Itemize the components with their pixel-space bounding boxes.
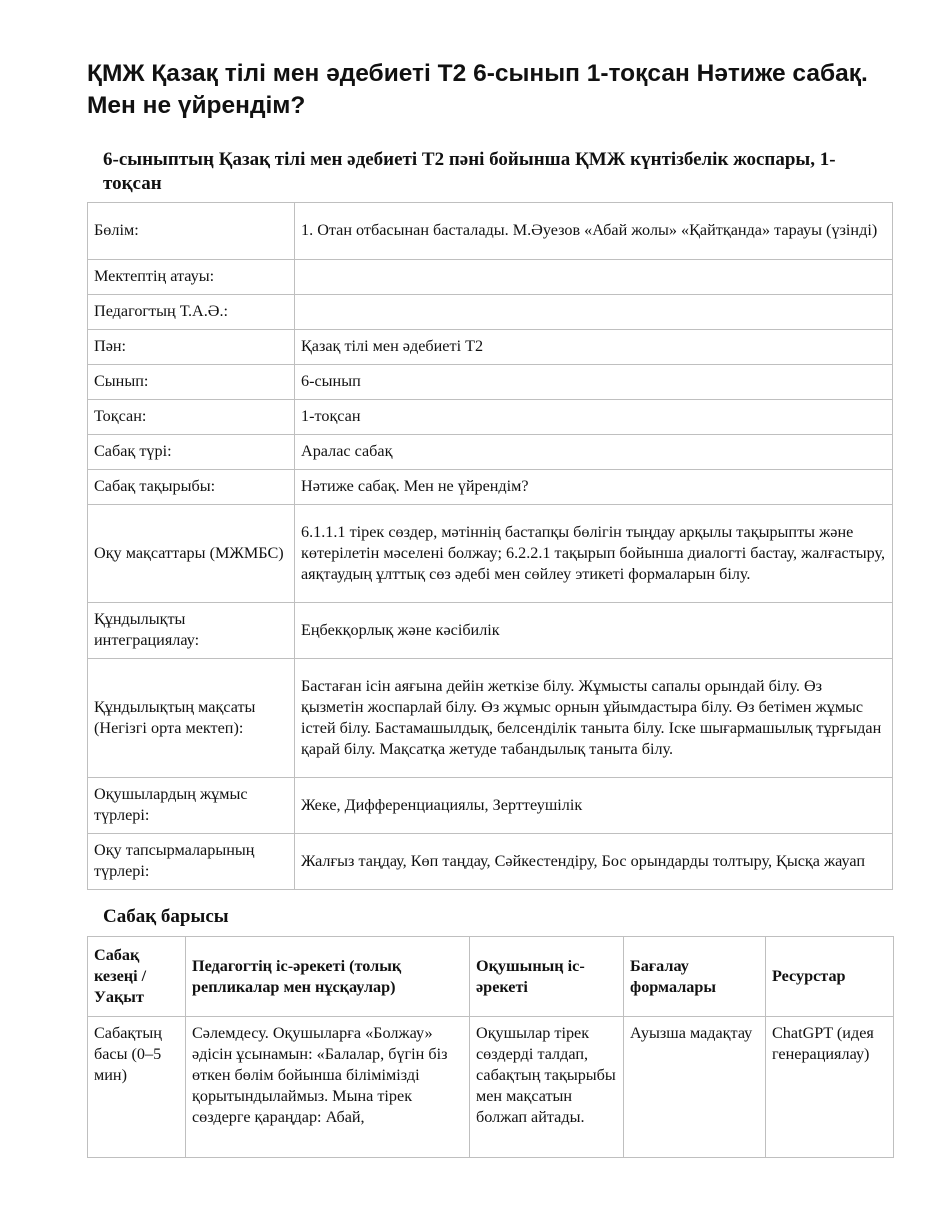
plan-table xyxy=(87,202,893,890)
plan-row-lesson-topic xyxy=(88,470,893,505)
plan-label: Оқу тапсырмаларының түрлері: xyxy=(88,834,295,890)
document-title: ҚМЖ Қазақ тілі мен әдебиеті Т2 6-сынып 1-тоқсан Нәтиже сабақ. Мен не үйрендім? xyxy=(87,60,868,119)
plan-label: Бөлім: xyxy=(88,203,295,260)
plan-label: Сабақ түрі: xyxy=(88,435,295,470)
column-header: Сабақ кезеңі / Уақыт xyxy=(88,937,186,1017)
plan-value: 6.1.1.1 тірек сөздер, мәтіннің бастапқы бөлігін тыңдау арқылы тақырыпты және көтерілетін мәселені болжау; 6.2.2.1 тақырып бойынша диалогті бастау, жалғастыру, аяқтаудың ұлттық сөз әдебі мен сөйлеу этикеті формаларын білу. xyxy=(295,505,893,603)
plan-label: Сабақ тақырыбы: xyxy=(88,470,295,505)
plan-row-objectives xyxy=(88,505,893,603)
lesson-process-table xyxy=(87,936,894,1158)
plan-value: Жалғыз таңдау, Көп таңдау, Сәйкестендіру, Бос орындарды толтыру, Қысқа жауап xyxy=(295,834,893,890)
plan-row-value-goal xyxy=(88,659,893,778)
plan-value: Бастаған ісін аяғына дейін жеткізе білу. Жұмысты сапалы орындай білу. Өз қызметін жоспарлай білу. Өз жұмыс орнын ұйымдастыра білу. Өз бетімен жұмыс істей білу. Бастамашылдық, белсенділік таныта білу. Іске шығармашылық тұрғыдан қарай білу. Мақсатқа жетуде табандылық таныта білу. xyxy=(295,659,893,778)
column-header: Бағалау формалары xyxy=(624,937,766,1017)
plan-value: Еңбекқорлық және кәсібилік xyxy=(295,603,893,659)
plan-value: 6-сынып xyxy=(295,365,893,400)
plan-heading: 6-сыныптың Қазақ тілі мен әдебиеті Т2 пәні бойынша ҚМЖ күнтізбелік жоспары, 1-тоқсан xyxy=(103,149,836,194)
plan-value: 1-тоқсан xyxy=(295,400,893,435)
plan-row-work-types xyxy=(88,778,893,834)
plan-row-grade xyxy=(88,365,893,400)
plan-label: Құндылықтың мақсаты (Негізгі орта мектеп): xyxy=(88,659,295,778)
plan-value: Жеке, Дифференциациялы, Зерттеушілік xyxy=(295,778,893,834)
plan-row-school xyxy=(88,260,893,295)
plan-value: Нәтиже сабақ. Мен не үйрендім? xyxy=(295,470,893,505)
plan-label: Пән: xyxy=(88,330,295,365)
table-header-row xyxy=(88,937,894,1017)
column-header: Ресурстар xyxy=(766,937,894,1017)
plan-value: Қазақ тілі мен әдебиеті Т2 xyxy=(295,330,893,365)
plan-row-teacher xyxy=(88,295,893,330)
lesson-process-heading: Сабақ барысы xyxy=(103,906,229,927)
plan-row-section xyxy=(88,203,893,260)
table-cell: Оқушылар тірек сөздерді талдап, сабақтың тақырыбы мен мақсатын болжап айтады. xyxy=(470,1017,624,1158)
plan-label: Тоқсан: xyxy=(88,400,295,435)
column-header: Оқушының іс-әрекеті xyxy=(470,937,624,1017)
table-cell: Ауызша мадақтау xyxy=(624,1017,766,1158)
plan-value: 1. Отан отбасынан басталады. М.Әуезов «Абай жолы» «Қайтқанда» тарауы (үзінді) xyxy=(295,203,893,260)
plan-label: Педагогтың Т.А.Ә.: xyxy=(88,295,295,330)
table-cell: ChatGPT (идея генерациялау) xyxy=(766,1017,894,1158)
plan-label: Сынып: xyxy=(88,365,295,400)
plan-row-task-types xyxy=(88,834,893,890)
table-cell: Сабақтың басы (0–5 мин) xyxy=(88,1017,186,1158)
plan-value: Аралас сабақ xyxy=(295,435,893,470)
plan-row-quarter xyxy=(88,400,893,435)
plan-row-value-integration xyxy=(88,603,893,659)
plan-row-subject xyxy=(88,330,893,365)
table-row xyxy=(88,1017,894,1158)
plan-label: Оқу мақсаттары (МЖМБС) xyxy=(88,505,295,603)
column-header: Педагогтің іс-әрекеті (толық репликалар мен нұсқаулар) xyxy=(186,937,470,1017)
plan-value xyxy=(295,295,893,330)
plan-row-lesson-type xyxy=(88,435,893,470)
plan-label: Оқушылардың жұмыс түрлері: xyxy=(88,778,295,834)
plan-label: Құндылықты интеграциялау: xyxy=(88,603,295,659)
table-cell: Сәлемдесу. Оқушыларға «Болжау» әдісін ұсынамын: «Балалар, бүгін біз өткен бөлім бойынша білімімізді қорытындылаймыз. Мына тірек сөздерге қараңдар: Абай, xyxy=(186,1017,470,1158)
plan-label: Мектептің атауы: xyxy=(88,260,295,295)
plan-value xyxy=(295,260,893,295)
